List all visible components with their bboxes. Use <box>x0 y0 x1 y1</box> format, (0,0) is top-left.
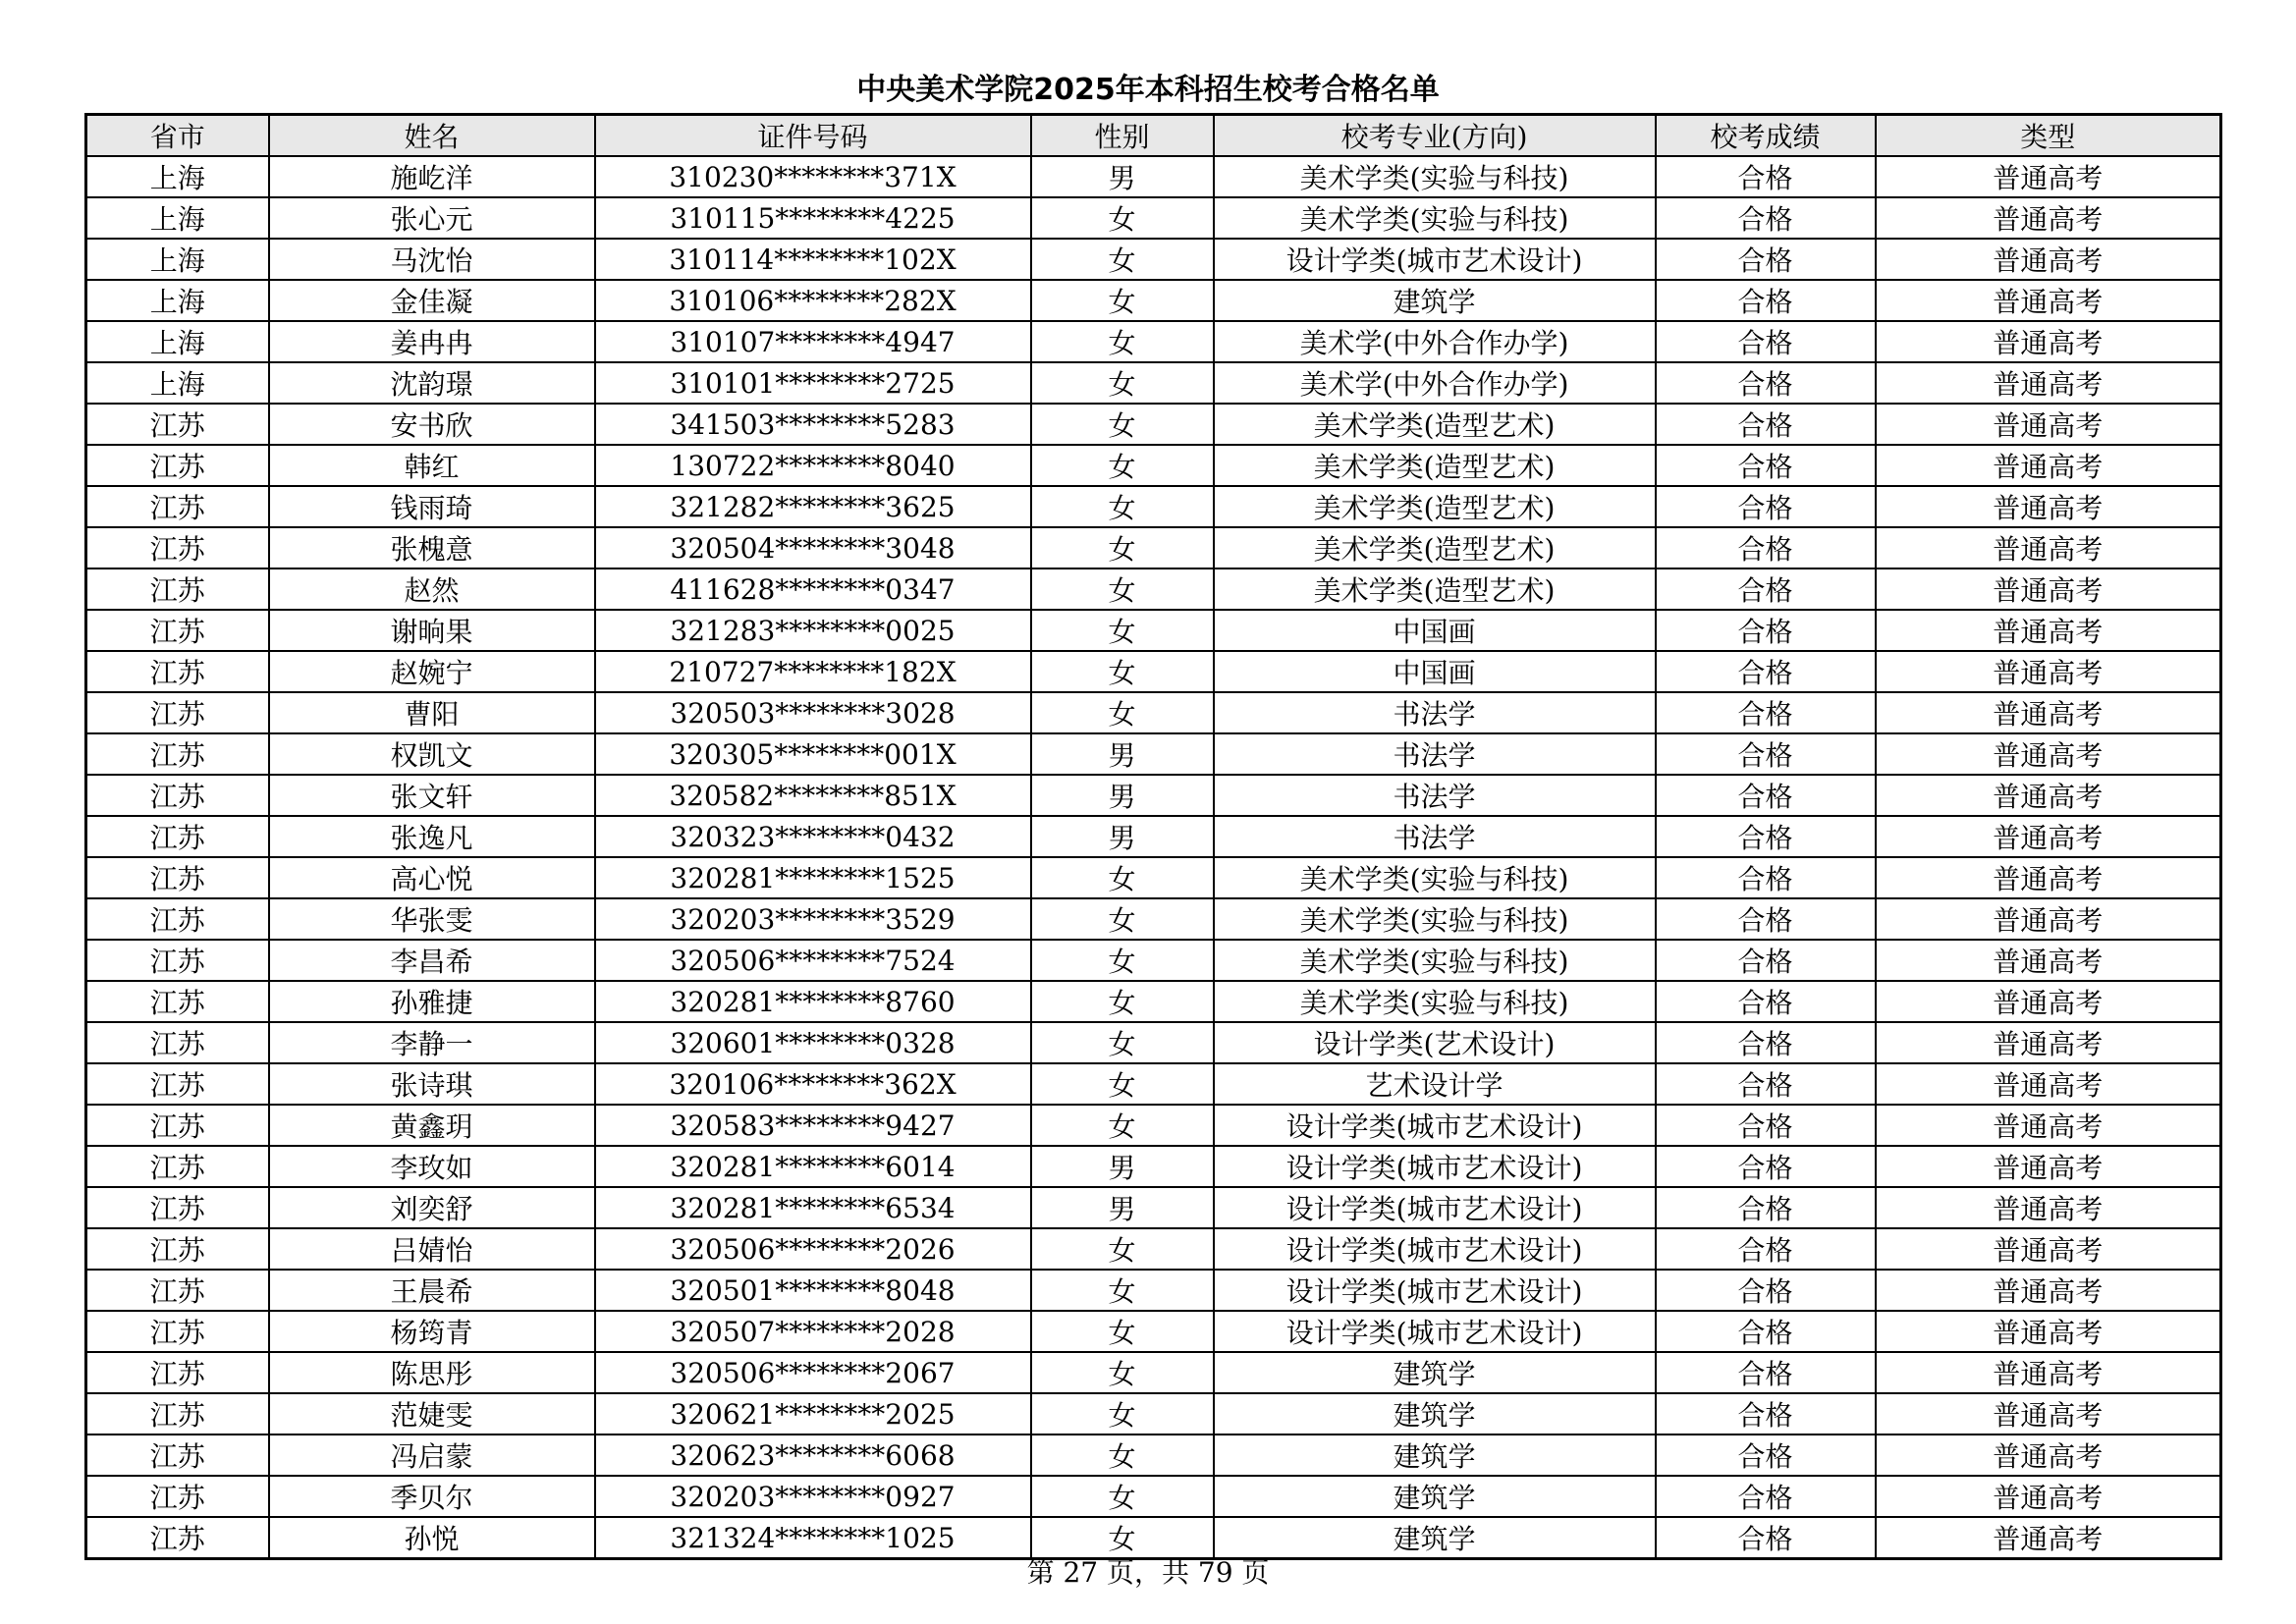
cell-result: 合格 <box>1656 527 1876 568</box>
cell-gender: 女 <box>1031 197 1214 239</box>
cell-major: 设计学类(城市艺术设计) <box>1214 1187 1656 1228</box>
cell-province: 上海 <box>86 321 269 362</box>
cell-gender: 女 <box>1031 527 1214 568</box>
cell-name: 权凯文 <box>269 733 595 775</box>
cell-province: 上海 <box>86 239 269 280</box>
column-header-major: 校考专业(方向) <box>1214 115 1656 157</box>
cell-gender: 女 <box>1031 404 1214 445</box>
cell-major: 书法学 <box>1214 775 1656 816</box>
cell-type: 普通高考 <box>1876 733 2221 775</box>
table-row <box>86 1270 2221 1311</box>
cell-type: 普通高考 <box>1876 404 2221 445</box>
table-row <box>86 280 2221 321</box>
cell-gender: 女 <box>1031 1270 1214 1311</box>
cell-gender: 女 <box>1031 486 1214 527</box>
cell-major: 设计学类(城市艺术设计) <box>1214 1105 1656 1146</box>
cell-type: 普通高考 <box>1876 362 2221 404</box>
cell-type: 普通高考 <box>1876 1352 2221 1393</box>
cell-major: 美术学类(造型艺术) <box>1214 568 1656 610</box>
cell-major: 美术学类(实验与科技) <box>1214 197 1656 239</box>
cell-id-number: 130722********8040 <box>595 445 1031 486</box>
cell-province: 江苏 <box>86 1022 269 1063</box>
cell-province: 上海 <box>86 156 269 197</box>
cell-id-number: 320203********0927 <box>595 1476 1031 1517</box>
cell-province: 江苏 <box>86 404 269 445</box>
cell-result: 合格 <box>1656 321 1876 362</box>
admission-table <box>84 113 2222 1560</box>
cell-name: 曹阳 <box>269 692 595 733</box>
cell-result: 合格 <box>1656 651 1876 692</box>
cell-name: 季贝尔 <box>269 1476 595 1517</box>
cell-major: 美术学(中外合作办学) <box>1214 321 1656 362</box>
table-row <box>86 1311 2221 1352</box>
cell-result: 合格 <box>1656 1022 1876 1063</box>
cell-name: 孙悦 <box>269 1517 595 1559</box>
cell-gender: 女 <box>1031 1228 1214 1270</box>
cell-type: 普通高考 <box>1876 610 2221 651</box>
cell-name: 孙雅捷 <box>269 981 595 1022</box>
cell-name: 赵然 <box>269 568 595 610</box>
cell-major: 建筑学 <box>1214 280 1656 321</box>
cell-name: 赵婉宁 <box>269 651 595 692</box>
cell-gender: 女 <box>1031 568 1214 610</box>
cell-result: 合格 <box>1656 197 1876 239</box>
cell-result: 合格 <box>1656 445 1876 486</box>
cell-major: 美术学类(造型艺术) <box>1214 527 1656 568</box>
cell-province: 江苏 <box>86 1393 269 1435</box>
cell-result: 合格 <box>1656 610 1876 651</box>
column-header-gender: 性别 <box>1031 115 1214 157</box>
cell-type: 普通高考 <box>1876 1476 2221 1517</box>
cell-result: 合格 <box>1656 486 1876 527</box>
table-row <box>86 981 2221 1022</box>
cell-major: 设计学类(城市艺术设计) <box>1214 1146 1656 1187</box>
cell-type: 普通高考 <box>1876 1022 2221 1063</box>
cell-id-number: 320106********362X <box>595 1063 1031 1105</box>
cell-result: 合格 <box>1656 1311 1876 1352</box>
table-row <box>86 1228 2221 1270</box>
cell-major: 美术学类(造型艺术) <box>1214 445 1656 486</box>
table-row <box>86 1105 2221 1146</box>
cell-gender: 男 <box>1031 1187 1214 1228</box>
cell-gender: 女 <box>1031 321 1214 362</box>
cell-name: 张诗琪 <box>269 1063 595 1105</box>
table-body <box>86 156 2221 1559</box>
cell-id-number: 210727********182X <box>595 651 1031 692</box>
cell-name: 金佳凝 <box>269 280 595 321</box>
cell-result: 合格 <box>1656 404 1876 445</box>
cell-province: 江苏 <box>86 1435 269 1476</box>
cell-major: 中国画 <box>1214 651 1656 692</box>
cell-province: 江苏 <box>86 733 269 775</box>
cell-name: 马沈怡 <box>269 239 595 280</box>
cell-result: 合格 <box>1656 1105 1876 1146</box>
cell-result: 合格 <box>1656 1435 1876 1476</box>
column-header-province: 省市 <box>86 115 269 157</box>
cell-type: 普通高考 <box>1876 1517 2221 1559</box>
table-row <box>86 1435 2221 1476</box>
cell-id-number: 320506********7524 <box>595 940 1031 981</box>
cell-id-number: 320506********2026 <box>595 1228 1031 1270</box>
cell-type: 普通高考 <box>1876 940 2221 981</box>
cell-type: 普通高考 <box>1876 321 2221 362</box>
cell-major: 建筑学 <box>1214 1476 1656 1517</box>
cell-result: 合格 <box>1656 280 1876 321</box>
cell-id-number: 320507********2028 <box>595 1311 1031 1352</box>
table-row <box>86 156 2221 197</box>
cell-name: 姜冉冉 <box>269 321 595 362</box>
cell-id-number: 320504********3048 <box>595 527 1031 568</box>
table-row <box>86 775 2221 816</box>
cell-result: 合格 <box>1656 857 1876 898</box>
cell-result: 合格 <box>1656 1187 1876 1228</box>
cell-result: 合格 <box>1656 898 1876 940</box>
cell-major: 美术学类(实验与科技) <box>1214 981 1656 1022</box>
cell-id-number: 320582********851X <box>595 775 1031 816</box>
cell-id-number: 320281********6534 <box>595 1187 1031 1228</box>
cell-major: 美术学类(造型艺术) <box>1214 404 1656 445</box>
cell-id-number: 320623********6068 <box>595 1435 1031 1476</box>
cell-name: 李玫如 <box>269 1146 595 1187</box>
cell-type: 普通高考 <box>1876 527 2221 568</box>
cell-name: 张逸凡 <box>269 816 595 857</box>
cell-major: 美术学类(造型艺术) <box>1214 486 1656 527</box>
cell-gender: 男 <box>1031 156 1214 197</box>
table-row <box>86 404 2221 445</box>
page-title: 中央美术学院2025年本科招生校考合格名单 <box>856 73 1440 107</box>
column-header-type: 类型 <box>1876 115 2221 157</box>
cell-result: 合格 <box>1656 940 1876 981</box>
cell-result: 合格 <box>1656 1352 1876 1393</box>
cell-gender: 女 <box>1031 651 1214 692</box>
cell-id-number: 321282********3625 <box>595 486 1031 527</box>
cell-province: 江苏 <box>86 857 269 898</box>
cell-gender: 女 <box>1031 610 1214 651</box>
table-row <box>86 1146 2221 1187</box>
cell-province: 江苏 <box>86 1187 269 1228</box>
column-header-name: 姓名 <box>269 115 595 157</box>
cell-gender: 女 <box>1031 1393 1214 1435</box>
cell-type: 普通高考 <box>1876 1393 2221 1435</box>
cell-gender: 女 <box>1031 280 1214 321</box>
cell-province: 江苏 <box>86 692 269 733</box>
cell-type: 普通高考 <box>1876 1311 2221 1352</box>
table-row <box>86 527 2221 568</box>
cell-gender: 女 <box>1031 940 1214 981</box>
cell-province: 江苏 <box>86 1228 269 1270</box>
cell-province: 江苏 <box>86 1352 269 1393</box>
cell-name: 吕婧怡 <box>269 1228 595 1270</box>
cell-id-number: 320601********0328 <box>595 1022 1031 1063</box>
table-row <box>86 692 2221 733</box>
cell-result: 合格 <box>1656 239 1876 280</box>
cell-name: 高心悦 <box>269 857 595 898</box>
cell-major: 书法学 <box>1214 692 1656 733</box>
cell-result: 合格 <box>1656 1270 1876 1311</box>
cell-type: 普通高考 <box>1876 857 2221 898</box>
cell-id-number: 320281********6014 <box>595 1146 1031 1187</box>
cell-province: 江苏 <box>86 898 269 940</box>
cell-name: 刘奕舒 <box>269 1187 595 1228</box>
cell-name: 张心元 <box>269 197 595 239</box>
table-row <box>86 1063 2221 1105</box>
table-row <box>86 197 2221 239</box>
cell-name: 冯启蒙 <box>269 1435 595 1476</box>
cell-result: 合格 <box>1656 1476 1876 1517</box>
cell-type: 普通高考 <box>1876 197 2221 239</box>
cell-major: 设计学类(城市艺术设计) <box>1214 1311 1656 1352</box>
cell-type: 普通高考 <box>1876 280 2221 321</box>
table-row <box>86 568 2221 610</box>
cell-type: 普通高考 <box>1876 1435 2221 1476</box>
cell-province: 江苏 <box>86 1270 269 1311</box>
cell-major: 设计学类(艺术设计) <box>1214 1022 1656 1063</box>
cell-province: 江苏 <box>86 775 269 816</box>
cell-id-number: 320621********2025 <box>595 1393 1031 1435</box>
cell-gender: 女 <box>1031 1311 1214 1352</box>
cell-id-number: 321324********1025 <box>595 1517 1031 1559</box>
table-row <box>86 362 2221 404</box>
cell-result: 合格 <box>1656 775 1876 816</box>
cell-type: 普通高考 <box>1876 651 2221 692</box>
cell-name: 李静一 <box>269 1022 595 1063</box>
cell-major: 美术学类(实验与科技) <box>1214 940 1656 981</box>
cell-id-number: 320503********3028 <box>595 692 1031 733</box>
cell-province: 江苏 <box>86 1105 269 1146</box>
cell-province: 江苏 <box>86 1311 269 1352</box>
cell-id-number: 310114********102X <box>595 239 1031 280</box>
cell-gender: 女 <box>1031 445 1214 486</box>
cell-type: 普通高考 <box>1876 816 2221 857</box>
cell-result: 合格 <box>1656 1393 1876 1435</box>
cell-province: 上海 <box>86 197 269 239</box>
cell-result: 合格 <box>1656 568 1876 610</box>
cell-major: 美术学类(实验与科技) <box>1214 857 1656 898</box>
cell-name: 李昌希 <box>269 940 595 981</box>
cell-province: 江苏 <box>86 1476 269 1517</box>
table-row <box>86 1393 2221 1435</box>
cell-gender: 男 <box>1031 1146 1214 1187</box>
cell-id-number: 411628********0347 <box>595 568 1031 610</box>
cell-result: 合格 <box>1656 816 1876 857</box>
cell-id-number: 310101********2725 <box>595 362 1031 404</box>
cell-id-number: 320501********8048 <box>595 1270 1031 1311</box>
cell-result: 合格 <box>1656 981 1876 1022</box>
cell-name: 张槐意 <box>269 527 595 568</box>
cell-major: 美术学(中外合作办学) <box>1214 362 1656 404</box>
column-header-result: 校考成绩 <box>1656 115 1876 157</box>
cell-name: 黄鑫玥 <box>269 1105 595 1146</box>
cell-id-number: 320281********1525 <box>595 857 1031 898</box>
cell-id-number: 320203********3529 <box>595 898 1031 940</box>
cell-name: 沈韵璟 <box>269 362 595 404</box>
cell-type: 普通高考 <box>1876 1146 2221 1187</box>
cell-major: 书法学 <box>1214 816 1656 857</box>
cell-type: 普通高考 <box>1876 486 2221 527</box>
cell-province: 江苏 <box>86 940 269 981</box>
cell-id-number: 320583********9427 <box>595 1105 1031 1146</box>
cell-gender: 女 <box>1031 1063 1214 1105</box>
cell-name: 钱雨琦 <box>269 486 595 527</box>
cell-result: 合格 <box>1656 692 1876 733</box>
table-row <box>86 816 2221 857</box>
cell-major: 建筑学 <box>1214 1352 1656 1393</box>
cell-name: 陈思彤 <box>269 1352 595 1393</box>
cell-id-number: 320281********8760 <box>595 981 1031 1022</box>
table-row <box>86 898 2221 940</box>
cell-province: 江苏 <box>86 527 269 568</box>
cell-result: 合格 <box>1656 362 1876 404</box>
cell-id-number: 320506********2067 <box>595 1352 1031 1393</box>
cell-province: 江苏 <box>86 486 269 527</box>
cell-type: 普通高考 <box>1876 898 2221 940</box>
cell-type: 普通高考 <box>1876 981 2221 1022</box>
cell-result: 合格 <box>1656 1146 1876 1187</box>
cell-major: 美术学类(实验与科技) <box>1214 156 1656 197</box>
cell-id-number: 341503********5283 <box>595 404 1031 445</box>
cell-name: 华张雯 <box>269 898 595 940</box>
cell-gender: 女 <box>1031 1517 1214 1559</box>
cell-type: 普通高考 <box>1876 692 2221 733</box>
table-row <box>86 1352 2221 1393</box>
cell-province: 江苏 <box>86 1063 269 1105</box>
page-number: 第 27 页，共 79 页 <box>1026 1556 1270 1589</box>
cell-id-number: 310230********371X <box>595 156 1031 197</box>
cell-gender: 男 <box>1031 733 1214 775</box>
table-row <box>86 1022 2221 1063</box>
table-row <box>86 733 2221 775</box>
table-row <box>86 857 2221 898</box>
cell-major: 设计学类(城市艺术设计) <box>1214 239 1656 280</box>
cell-gender: 女 <box>1031 898 1214 940</box>
table-row <box>86 1187 2221 1228</box>
cell-province: 江苏 <box>86 1517 269 1559</box>
cell-name: 谢晌果 <box>269 610 595 651</box>
cell-gender: 女 <box>1031 857 1214 898</box>
table-row <box>86 1476 2221 1517</box>
cell-type: 普通高考 <box>1876 1228 2221 1270</box>
cell-gender: 女 <box>1031 362 1214 404</box>
table-row <box>86 940 2221 981</box>
cell-major: 设计学类(城市艺术设计) <box>1214 1270 1656 1311</box>
cell-major: 中国画 <box>1214 610 1656 651</box>
cell-gender: 女 <box>1031 981 1214 1022</box>
table-row <box>86 651 2221 692</box>
cell-major: 建筑学 <box>1214 1435 1656 1476</box>
cell-gender: 男 <box>1031 816 1214 857</box>
table-row <box>86 239 2221 280</box>
cell-type: 普通高考 <box>1876 775 2221 816</box>
table-header-row <box>86 115 2221 157</box>
cell-result: 合格 <box>1656 733 1876 775</box>
cell-name: 安书欣 <box>269 404 595 445</box>
cell-type: 普通高考 <box>1876 156 2221 197</box>
cell-id-number: 321283********0025 <box>595 610 1031 651</box>
cell-name: 王晨希 <box>269 1270 595 1311</box>
cell-gender: 女 <box>1031 1352 1214 1393</box>
cell-gender: 女 <box>1031 692 1214 733</box>
cell-result: 合格 <box>1656 1228 1876 1270</box>
cell-major: 美术学类(实验与科技) <box>1214 898 1656 940</box>
cell-name: 杨筠青 <box>269 1311 595 1352</box>
cell-province: 江苏 <box>86 610 269 651</box>
cell-province: 上海 <box>86 362 269 404</box>
cell-result: 合格 <box>1656 1517 1876 1559</box>
cell-id-number: 320323********0432 <box>595 816 1031 857</box>
cell-major: 书法学 <box>1214 733 1656 775</box>
cell-name: 施屹洋 <box>269 156 595 197</box>
cell-id-number: 310107********4947 <box>595 321 1031 362</box>
cell-province: 江苏 <box>86 1146 269 1187</box>
cell-major: 建筑学 <box>1214 1517 1656 1559</box>
cell-type: 普通高考 <box>1876 445 2221 486</box>
cell-major: 建筑学 <box>1214 1393 1656 1435</box>
cell-type: 普通高考 <box>1876 239 2221 280</box>
cell-name: 范婕雯 <box>269 1393 595 1435</box>
cell-province: 江苏 <box>86 816 269 857</box>
cell-type: 普通高考 <box>1876 1105 2221 1146</box>
cell-province: 江苏 <box>86 445 269 486</box>
cell-type: 普通高考 <box>1876 1187 2221 1228</box>
cell-result: 合格 <box>1656 156 1876 197</box>
cell-type: 普通高考 <box>1876 1063 2221 1105</box>
cell-major: 设计学类(城市艺术设计) <box>1214 1228 1656 1270</box>
table-row <box>86 486 2221 527</box>
table-row <box>86 445 2221 486</box>
table-row <box>86 610 2221 651</box>
cell-gender: 女 <box>1031 1022 1214 1063</box>
cell-id-number: 320305********001X <box>595 733 1031 775</box>
cell-province: 江苏 <box>86 981 269 1022</box>
cell-gender: 男 <box>1031 775 1214 816</box>
cell-type: 普通高考 <box>1876 1270 2221 1311</box>
cell-gender: 女 <box>1031 1435 1214 1476</box>
cell-province: 江苏 <box>86 651 269 692</box>
cell-gender: 女 <box>1031 1476 1214 1517</box>
cell-type: 普通高考 <box>1876 568 2221 610</box>
cell-province: 江苏 <box>86 568 269 610</box>
cell-name: 韩红 <box>269 445 595 486</box>
cell-gender: 女 <box>1031 1105 1214 1146</box>
cell-id-number: 310115********4225 <box>595 197 1031 239</box>
cell-gender: 女 <box>1031 239 1214 280</box>
cell-province: 上海 <box>86 280 269 321</box>
cell-id-number: 310106********282X <box>595 280 1031 321</box>
column-header-id-number: 证件号码 <box>595 115 1031 157</box>
table-row <box>86 321 2221 362</box>
cell-result: 合格 <box>1656 1063 1876 1105</box>
cell-major: 艺术设计学 <box>1214 1063 1656 1105</box>
cell-name: 张文轩 <box>269 775 595 816</box>
